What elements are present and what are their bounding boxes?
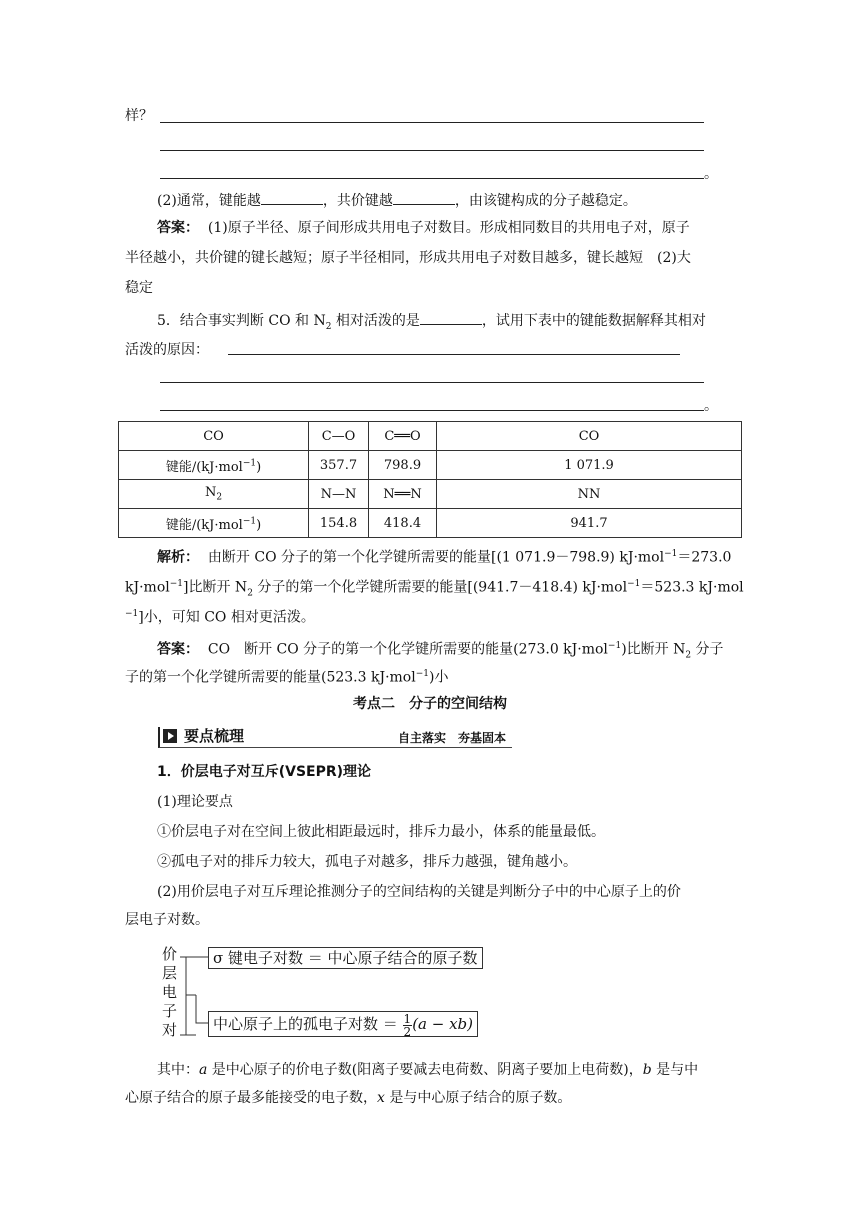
- unit-label: 键能/(kJ·mol: [165, 517, 243, 533]
- table-row: [119, 480, 742, 509]
- vsepr-p4b: 层电子对数。: [125, 912, 209, 928]
- table-row: [119, 509, 742, 538]
- table-cell: CO: [119, 422, 309, 451]
- answer-blank-line: [160, 410, 704, 411]
- banner-title: 要点梳理: [184, 727, 245, 745]
- superscript: −1: [415, 669, 429, 679]
- footer-text: 是中心原子的价电子数(阳离子要减去电荷数、阴离子要加上电荷数)，: [207, 1062, 643, 1078]
- q4-part2-a: (2)通常，键能越: [157, 193, 261, 209]
- play-triangle-icon: [163, 729, 177, 743]
- subscript: 2: [685, 650, 692, 661]
- q5-text2: 活泼的原因：: [125, 342, 209, 358]
- answer4-line3: 稳定: [125, 280, 153, 296]
- superscript: −1: [242, 458, 257, 469]
- table-cell: 941.7: [437, 509, 742, 538]
- unit-close: ): [256, 517, 262, 533]
- analysis-text: 分子的第一个化学键所需要的能量[(941.7－418.4) kJ·mol: [252, 579, 628, 596]
- analysis-line2: [125, 574, 744, 603]
- banner-subtitle: 自主落实 夯基固本: [397, 731, 506, 745]
- sigma-bond-box: σ 键电子对数 ＝ 中心原子结合的原子数: [208, 947, 483, 969]
- analysis-text: 由断开 CO 分子的第一个化学键所需要的能量[(1 071.9－798.9) kJ·mol: [207, 549, 665, 566]
- table-row: [119, 422, 742, 451]
- analysis-text: ＝273.0: [677, 549, 732, 566]
- answer-blank-line: [160, 122, 704, 123]
- footer-line1: [157, 1060, 735, 1080]
- analysis-text: kJ·mol: [125, 579, 170, 596]
- table-cell: CO: [437, 422, 742, 451]
- answer5-line1: [157, 636, 735, 665]
- unit-label: 键能/(kJ·mol: [165, 459, 243, 475]
- fraction-numerator: 1: [403, 1011, 412, 1026]
- unit-close: ): [256, 459, 262, 475]
- q4-part2: [157, 190, 735, 211]
- table-cell: N══N: [369, 480, 437, 509]
- n2-label: N: [204, 485, 217, 501]
- fill-blank: [393, 190, 455, 205]
- table-cell: C—O: [309, 422, 369, 451]
- bond-energy-table: [118, 421, 742, 538]
- table-cell: [119, 451, 309, 480]
- analysis-text: ]比断开 N: [183, 579, 248, 596]
- q5-text1: 5．结合事实判断 CO 和 N: [157, 313, 326, 329]
- table-cell: C══O: [369, 422, 437, 451]
- vsepr-p2: ①价层电子对在空间上彼此相距最远时，排斥力最小，体系的能量最低。: [157, 824, 605, 840]
- subscript: 2: [247, 588, 253, 599]
- fraction: [403, 1013, 413, 1038]
- q4-part2-c: ，由该键构成的分子越稳定。: [454, 193, 637, 209]
- var-a: a: [199, 1062, 208, 1078]
- answer-label: 答案：: [157, 641, 199, 658]
- table-cell: 798.9: [369, 451, 437, 480]
- vsepr-p3: ②孤电子对的排斥力较大，孤电子对越多，排斥力越强，键角越小。: [157, 854, 577, 870]
- answer5-text: )比断开 N: [621, 641, 686, 658]
- table-cell: 1 071.9: [437, 451, 742, 480]
- valence-pair-diagram: [150, 945, 510, 1045]
- fill-blank: [261, 190, 323, 205]
- vsepr-heading: 1．价层电子对互斥(VSEPR)理论: [157, 764, 372, 780]
- q5-text1b: 相对活泼的是: [331, 313, 420, 329]
- superscript: −1: [242, 516, 257, 527]
- vsepr-p1: (1)理论要点: [157, 794, 233, 810]
- q4-part2-b: ，共价键越: [322, 193, 393, 209]
- table-cell: 418.4: [369, 509, 437, 538]
- formula-prefix: 中心原子上的孤电子对数 ＝: [213, 1015, 403, 1033]
- table-cell: [119, 509, 309, 538]
- vsepr-p4a: (2)用价层电子对互斥理论推测分子的空间结构的关键是判断分子中的中心原子上的价: [157, 884, 681, 900]
- answer5-text: 子的第一个化学键所需要的能量(523.3 kJ·mol: [125, 669, 416, 686]
- answer5-text: )小: [429, 669, 449, 686]
- analysis-text: ＝523.3 kJ·mol: [640, 579, 744, 596]
- answer-blank-line: [160, 382, 704, 383]
- subscript: 2: [325, 321, 332, 332]
- footer-text: 其中：: [157, 1062, 199, 1078]
- q4-tail-line: [125, 106, 735, 126]
- superscript: −1: [169, 579, 184, 589]
- superscript: −1: [607, 641, 622, 651]
- table-cell: N—N: [309, 480, 369, 509]
- answer-blank-line: [160, 178, 704, 179]
- q4-tail-start: 样？: [125, 108, 153, 124]
- q5-line2: [125, 340, 735, 360]
- section-banner: [158, 727, 512, 748]
- section-title: 考点二 分子的空间结构: [353, 696, 507, 712]
- q4-end-mark: 。: [704, 166, 718, 182]
- vertical-char: 子: [162, 1002, 178, 1020]
- table-cell: 154.8: [309, 509, 369, 538]
- answer5-line2: [125, 664, 735, 688]
- analysis-line3: [125, 604, 735, 628]
- var-b: b: [642, 1062, 652, 1078]
- fill-blank: [420, 310, 482, 325]
- answer4-line1: [157, 218, 735, 238]
- answer4-text1: (1)原子半径、原子间形成共用电子对数目。形成相同数目的共用电子对，原子: [207, 220, 690, 236]
- footer-text: 是与中: [651, 1062, 699, 1078]
- q5-text1c: ，试用下表中的键能数据解释其相对: [481, 313, 706, 329]
- footer-text: 是与中心原子结合的原子数。: [384, 1090, 572, 1106]
- lone-pair-box: [208, 1011, 478, 1037]
- vertical-char: 电: [162, 983, 178, 1001]
- q5-line1: [157, 310, 735, 337]
- var-x: x: [377, 1090, 385, 1106]
- analysis-line1: [157, 544, 735, 568]
- fraction-denominator: 2: [403, 1024, 412, 1039]
- analysis-label: 解析：: [157, 549, 199, 566]
- footer-line2: [125, 1088, 735, 1108]
- answer5-text: 分子: [691, 641, 724, 658]
- superscript: −1: [664, 549, 678, 559]
- q5-end-mark: 。: [704, 398, 718, 414]
- analysis-text: ]小，可知 CO 相对更活泼。: [138, 609, 315, 626]
- subscript: 2: [216, 492, 223, 503]
- answer-blank-line: [160, 150, 704, 151]
- table-cell: [119, 480, 309, 509]
- vertical-char: 层: [162, 964, 178, 982]
- answer-label: 答案：: [157, 220, 199, 236]
- table-cell: 357.7: [309, 451, 369, 480]
- formula-suffix: (a − xb): [412, 1015, 474, 1033]
- answer-blank-line: [228, 354, 680, 355]
- vertical-char: 对: [162, 1021, 178, 1039]
- vertical-char: 价: [162, 945, 178, 963]
- superscript: −1: [125, 609, 139, 619]
- footer-text: 心原子结合的原子最多能接受的电子数，: [125, 1090, 377, 1106]
- answer4-line2: 半径越小，共价键的键长越短；原子半径相同，形成共用电子对数目越多，键长越短 (2)大: [125, 250, 691, 266]
- table-cell: NN: [437, 480, 742, 509]
- superscript: −1: [627, 579, 641, 589]
- table-row: [119, 451, 742, 480]
- answer5-text: CO 断开 CO 分子的第一个化学键所需要的能量(273.0 kJ·mol: [207, 641, 608, 658]
